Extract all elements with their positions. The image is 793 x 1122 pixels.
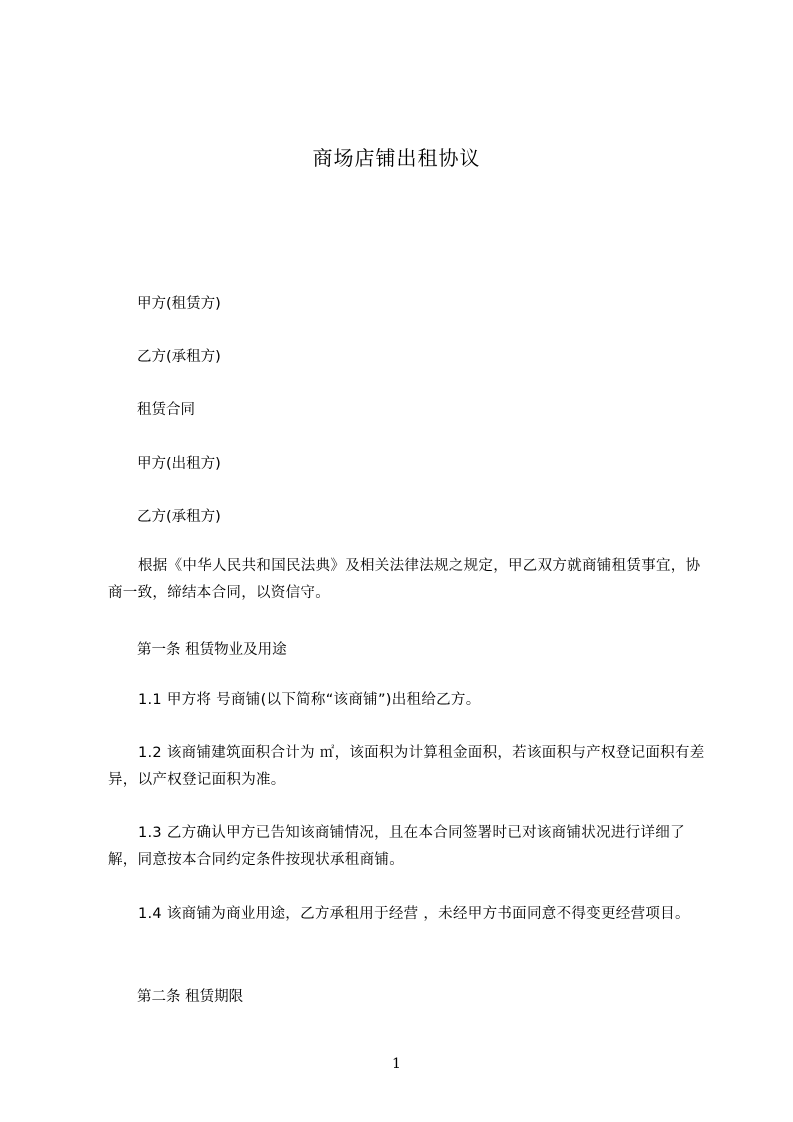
party-b-lessee-line: 乙方(承租方) (137, 349, 221, 365)
party-a-landlord-line: 甲方(出租方) (137, 456, 221, 472)
clause-1-3: 1.3 乙方确认甲方已告知该商铺情况，且在本合同签署时已对该商铺状况进行详细了解，同意按本合同约定条件按现状承租商铺。 (108, 825, 685, 868)
page-number: 1 (392, 1056, 401, 1072)
clause-1-1: 1.1 甲方将 号商铺(以下简称“该商铺”)出租给乙方。 (138, 692, 481, 708)
party-b-tenant-line: 乙方(承租方) (137, 509, 221, 525)
lease-contract-heading: 租赁合同 (137, 402, 195, 418)
clause-1-2: 1.2 该商铺建筑面积合计为 ㎡，该面积为计算租金面积，若该面积与产权登记面积有差异，以产权登记面积为准。 (108, 745, 705, 788)
article-1-heading: 第一条 租赁物业及用途 (137, 642, 287, 658)
party-a-lessor-line: 甲方(租赁方) (137, 296, 221, 312)
document-title: 商场店铺出租协议 (312, 146, 481, 170)
article-2-heading: 第二条 租赁期限 (137, 989, 244, 1005)
clause-1-4: 1.4 该商铺为商业用途，乙方承租用于经营 ，未经甲方书面同意不得变更经营项目。 (138, 906, 690, 922)
preamble-paragraph: 根据《中华人民共和国民法典》及相关法律法规之规定，甲乙双方就商铺租赁事宜，协商一致，缔结本合同，以资信守。 (108, 558, 701, 601)
